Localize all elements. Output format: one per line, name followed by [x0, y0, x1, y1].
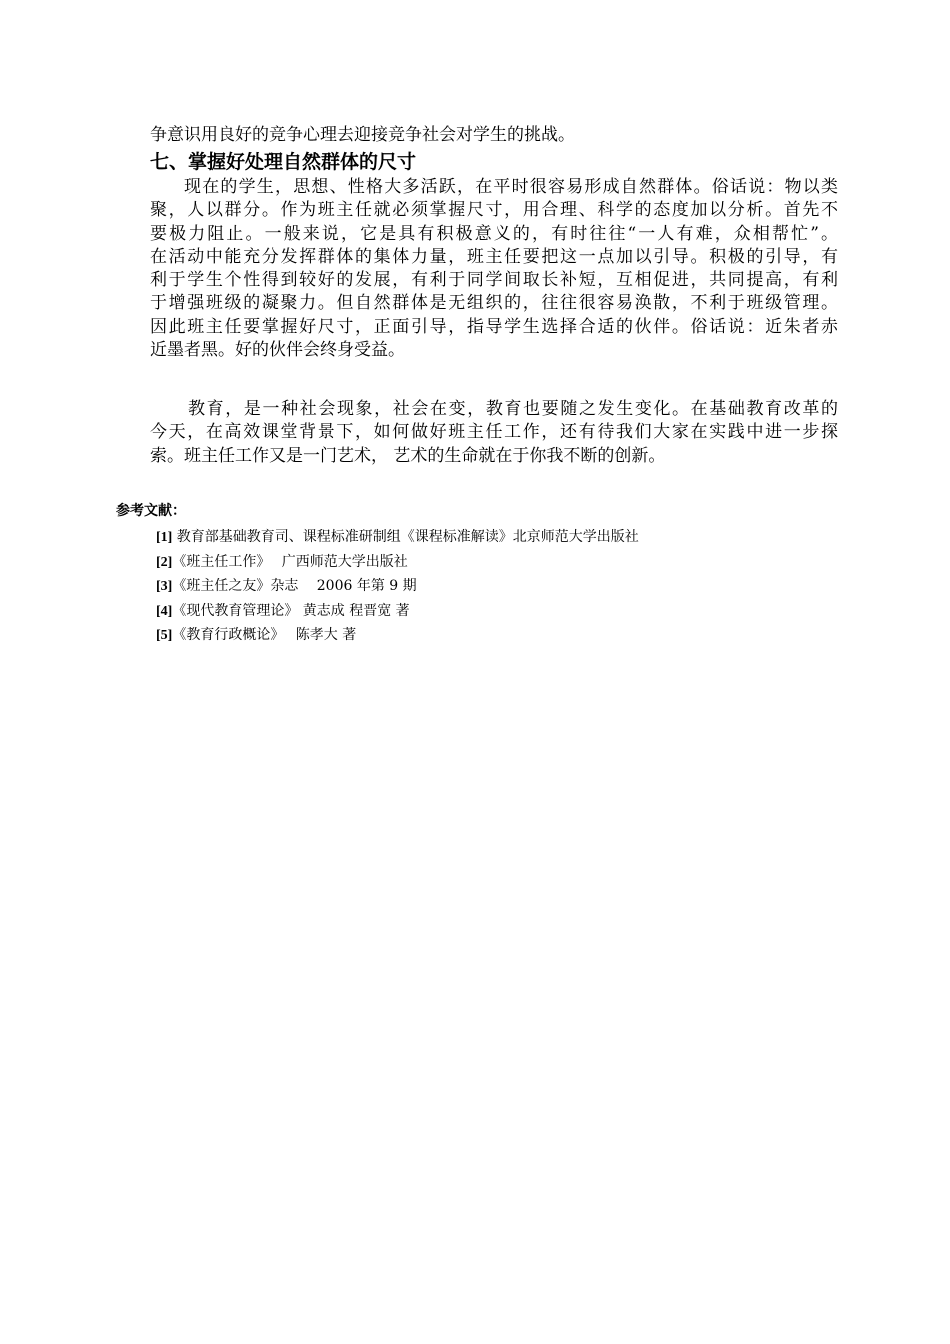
- references-heading: 参考文献：: [116, 503, 186, 519]
- text-line: 索。班主任工作又是一门艺术， 艺术的生命就在于你我不断的创新。: [150, 445, 666, 466]
- text-line: 因此班主任要掌握好尺寸，正面引导，指导学生选择合适的伙伴。俗话说：近朱者赤: [150, 316, 838, 337]
- text-line: 教育，是一种社会现象，社会在变，教育也要随之发生变化。在基础教育改革的: [188, 399, 838, 419]
- reference-text: 教育部基础教育司、课程标准研制组《课程标准解读》北京师范大学出版社: [172, 529, 639, 545]
- text-line: 在活动中能充分发挥群体的集体力量，班主任要把这一点加以引导。积极的引导，有: [150, 246, 838, 267]
- reference-number: [5]: [156, 628, 173, 643]
- text-line: 争意识用良好的竞争心理去迎接竞争社会对学生的挑战。: [150, 125, 575, 145]
- reference-number: [4]: [156, 603, 173, 619]
- text-line: 今天，在高效课堂背景下，如何做好班主任工作，还有待我们大家在实践中进一步探: [150, 422, 838, 443]
- references-list: [156, 525, 639, 648]
- reference-text: 《教育行政概论》 陈孝大 著: [172, 627, 357, 643]
- reference-item: [156, 574, 639, 599]
- reference-text: 《班主任工作》 广西师范大学出版社: [172, 553, 408, 570]
- paragraph: [150, 398, 838, 468]
- reference-item: [156, 550, 639, 575]
- section-heading: 七、掌握好处理自然群体的尺寸: [150, 151, 417, 173]
- text-line: 于增强班级的凝聚力。但自然群体是无组织的，往往很容易涣散，不利于班级管理。: [150, 293, 838, 314]
- reference-number: [2]: [156, 554, 173, 570]
- reference-item: [156, 525, 639, 550]
- paragraph: [150, 176, 838, 362]
- reference-text: 《班主任之友》杂志 2006 年第 9 期: [172, 578, 417, 594]
- reference-item: [156, 599, 639, 624]
- text-line: 现在的学生，思想、性格大多活跃，在平时很容易形成自然群体。俗话说：物以类: [184, 177, 838, 197]
- text-line: 近墨者黑。好的伙伴会终身受益。: [150, 340, 405, 361]
- continuation-text: [150, 124, 838, 147]
- text-line: 聚，人以群分。作为班主任就必须掌握尺寸，用合理、科学的态度加以分析。首先不: [150, 200, 838, 221]
- reference-number: [1]: [156, 530, 173, 545]
- text-line: 利于学生个性得到较好的发展，有利于同学间取长补短，互相促进，共同提高，有利: [150, 270, 838, 291]
- text-line: 要极力阻止。一般来说，它是具有积极意义的，有时往往“一人有难，众相帮忙”。: [150, 223, 838, 244]
- reference-text: 《现代教育管理论》 黄志成 程晋宽 著: [172, 602, 410, 619]
- reference-number: [3]: [156, 579, 173, 594]
- reference-item: [156, 623, 639, 648]
